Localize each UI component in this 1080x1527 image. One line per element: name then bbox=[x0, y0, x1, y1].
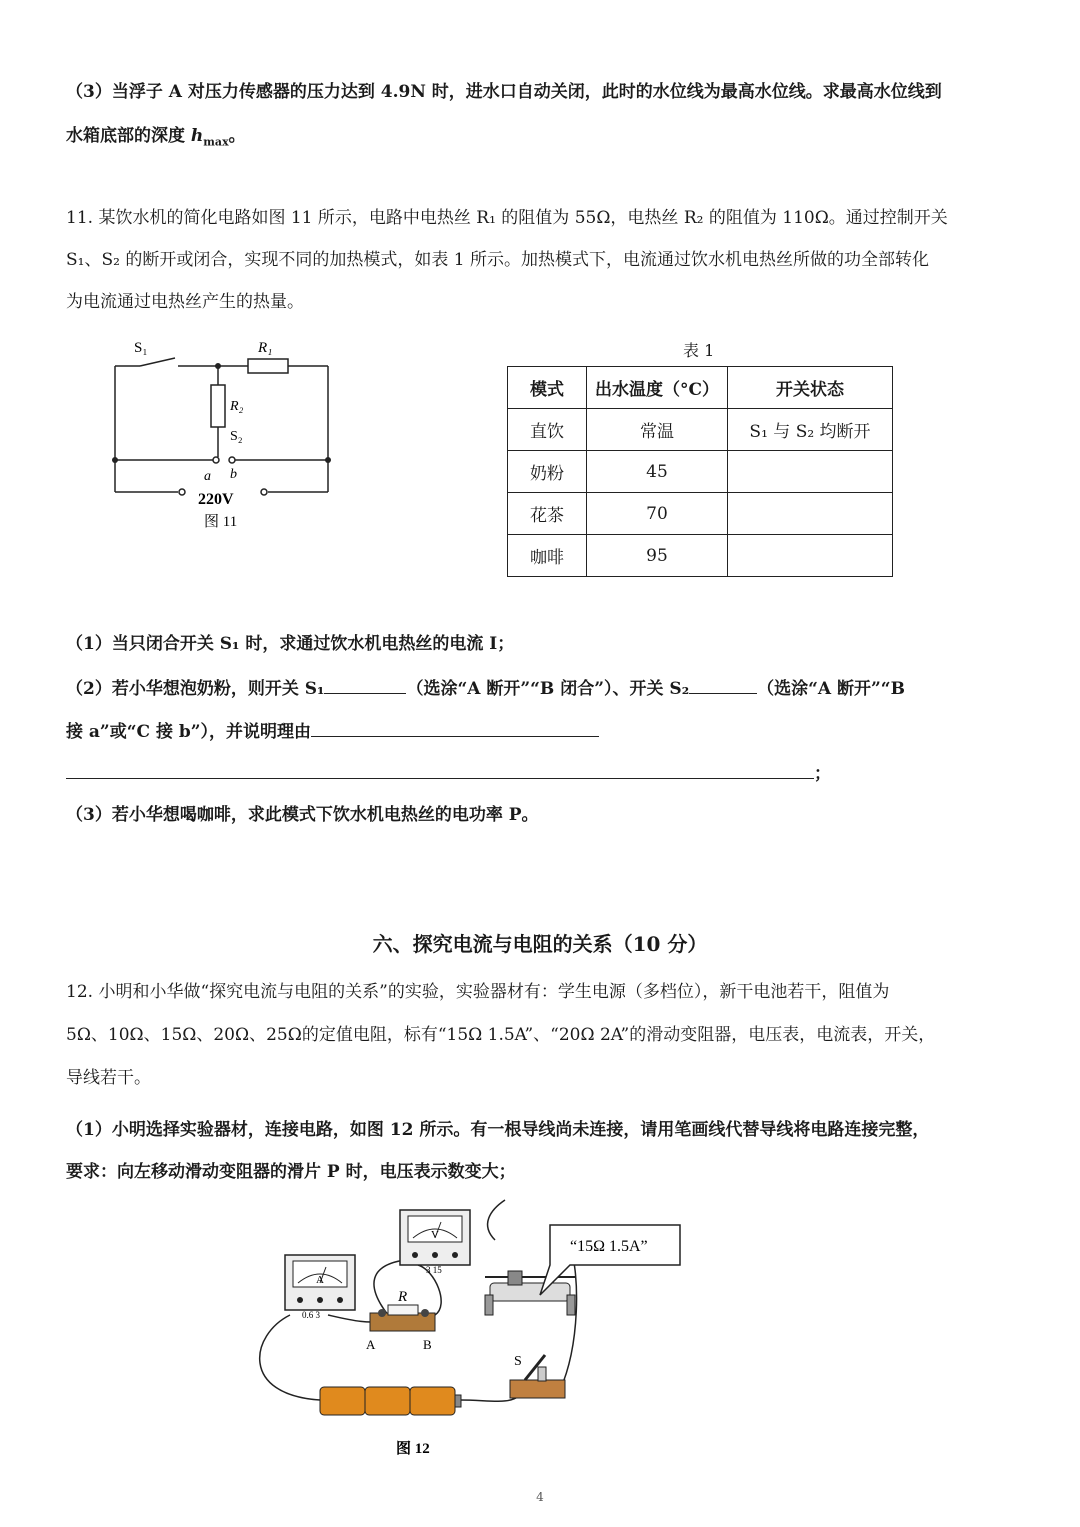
label-r: R bbox=[398, 1289, 408, 1305]
table-cell: 直饮 bbox=[508, 409, 587, 451]
table-heating-modes bbox=[507, 366, 893, 577]
h-symbol: h bbox=[190, 126, 204, 146]
table-row bbox=[508, 493, 893, 535]
h-subscript: max bbox=[203, 135, 229, 149]
ammeter bbox=[285, 1255, 355, 1320]
label-s1: S₁ bbox=[134, 340, 148, 356]
q11-part1: （1）当只闭合开关 S₁ 时，求通过饮水机电热丝的电流 I； bbox=[66, 634, 515, 654]
table-cell: 奶粉 bbox=[508, 451, 587, 493]
battery-pack bbox=[320, 1387, 461, 1415]
voltmeter bbox=[400, 1210, 470, 1275]
table-header-row bbox=[508, 367, 893, 409]
q11-line1: 11. 某饮水机的简化电路如图 11 所示，电路中电热丝 R₁ 的阻值为 55Ω，电热丝 R₂ 的阻值为 110Ω。通过控制开关 bbox=[66, 208, 948, 228]
table-cell: 花茶 bbox=[508, 493, 587, 535]
label-r2: R₂ bbox=[230, 399, 244, 414]
q11-part2-line2 bbox=[66, 718, 1020, 744]
q11-part2-text: （2）若小华想泡奶粉，则开关 S₁ bbox=[66, 679, 325, 699]
table-cell: 咖啡 bbox=[508, 535, 587, 577]
voltmeter-scale: 3 15 bbox=[426, 1265, 442, 1275]
table-row bbox=[508, 409, 893, 451]
q11-part2-text: 接 a”或“C 接 b”），并说明理由 bbox=[66, 722, 312, 742]
q11-part2-text: （选涂“A 断开”“B bbox=[757, 679, 905, 699]
table-cell: 常温 bbox=[587, 409, 728, 451]
q11-line2: S₁、S₂ 的断开或闭合，实现不同的加热模式，如表 1 所示。加热模式下，电流通过饮水机电热丝所做的功全部转化 bbox=[66, 250, 929, 270]
q12-part1-line1: （1）小明选择实验器材，连接电路，如图 12 所示。有一根导线尚未连接，请用笔画线代替导线将电路连接完整， bbox=[66, 1120, 930, 1140]
label-b: b bbox=[230, 467, 237, 482]
experiment-diagram-fig12 bbox=[240, 1195, 720, 1465]
q12-part1-line2: 要求：向左移动滑动变阻器的滑片 P 时，电压表示数变大； bbox=[66, 1162, 516, 1182]
table1-caption: 表 1 bbox=[683, 341, 715, 360]
voltmeter-symbol: V bbox=[431, 1229, 439, 1241]
table-cell: 45 bbox=[587, 451, 728, 493]
fixed-resistor bbox=[366, 1289, 435, 1352]
q11-line3: 为电流通过电热丝产生的热量。 bbox=[66, 292, 304, 312]
table-cell: 95 bbox=[587, 535, 728, 577]
bubble-text: “15Ω 1.5A” bbox=[570, 1238, 648, 1255]
q10-part3-text: 水箱底部的深度 bbox=[66, 126, 191, 146]
label-a: A bbox=[366, 1337, 376, 1352]
label-r1: R₁ bbox=[258, 340, 273, 356]
table-row bbox=[508, 451, 893, 493]
table-cell: 70 bbox=[587, 493, 728, 535]
fig11-caption: 图 11 bbox=[204, 514, 238, 530]
col-header: 模式 bbox=[508, 367, 587, 409]
table-cell bbox=[728, 535, 893, 577]
fig12-caption: 图 12 bbox=[396, 1441, 430, 1457]
q12-line2: 5Ω、10Ω、15Ω、20Ω、25Ω的定值电阻，标有“15Ω 1.5A”、“20Ω 2A”的滑动变阻器，电压表，电流表，开关， bbox=[66, 1025, 936, 1045]
q10-part3-line1: （3）当浮子 A 对压力传感器的压力达到 4.9N 时，进水口自动关闭，此时的水位线为最高水位线。求最高水位线到 bbox=[66, 82, 942, 102]
table-cell bbox=[728, 451, 893, 493]
answer-blank-reason[interactable] bbox=[311, 718, 599, 737]
label-b: B bbox=[423, 1337, 432, 1352]
answer-blank-s2[interactable] bbox=[689, 675, 757, 694]
q11-part2-line1 bbox=[66, 675, 1020, 701]
section-title: 六、探究电流与电阻的关系（10 分） bbox=[372, 932, 708, 956]
label-a: a bbox=[204, 469, 211, 484]
q10-part3-end: 。 bbox=[228, 126, 246, 146]
ammeter-scale: 0.6 3 bbox=[302, 1310, 320, 1320]
table-cell bbox=[728, 493, 893, 535]
answer-blank-reason-cont[interactable] bbox=[66, 760, 814, 779]
q11-part2-text: （选涂“A 断开”“B 闭合”）、开关 S₂ bbox=[406, 679, 690, 699]
q11-part2-end: ； bbox=[814, 764, 831, 784]
switch-s bbox=[510, 1354, 565, 1398]
q12-line3: 导线若干。 bbox=[66, 1068, 151, 1088]
q11-part3: （3）若小华想喝咖啡，求此模式下饮水机电热丝的电功率 P。 bbox=[66, 805, 539, 825]
col-header: 开关状态 bbox=[728, 367, 893, 409]
label-s: S bbox=[514, 1354, 522, 1369]
q12-line1: 12. 小明和小华做“探究电流与电阻的关系”的实验，实验器材有：学生电源（多档位），新干电池若干，阻值为 bbox=[66, 982, 890, 1002]
label-s2: S₂ bbox=[230, 429, 243, 444]
q11-part2-line3 bbox=[66, 760, 1020, 786]
page-number: 4 bbox=[536, 1490, 544, 1504]
label-voltage: 220V bbox=[198, 491, 234, 508]
ammeter-symbol: A bbox=[316, 1274, 324, 1286]
circuit-diagram-fig11 bbox=[100, 330, 350, 540]
table-cell: S₁ 与 S₂ 均断开 bbox=[728, 409, 893, 451]
sliding-rheostat bbox=[485, 1271, 575, 1315]
answer-blank-s1[interactable] bbox=[324, 675, 406, 694]
col-header: 出水温度（°C） bbox=[587, 367, 728, 409]
table-row bbox=[508, 535, 893, 577]
q10-part3-line2 bbox=[66, 124, 1020, 154]
